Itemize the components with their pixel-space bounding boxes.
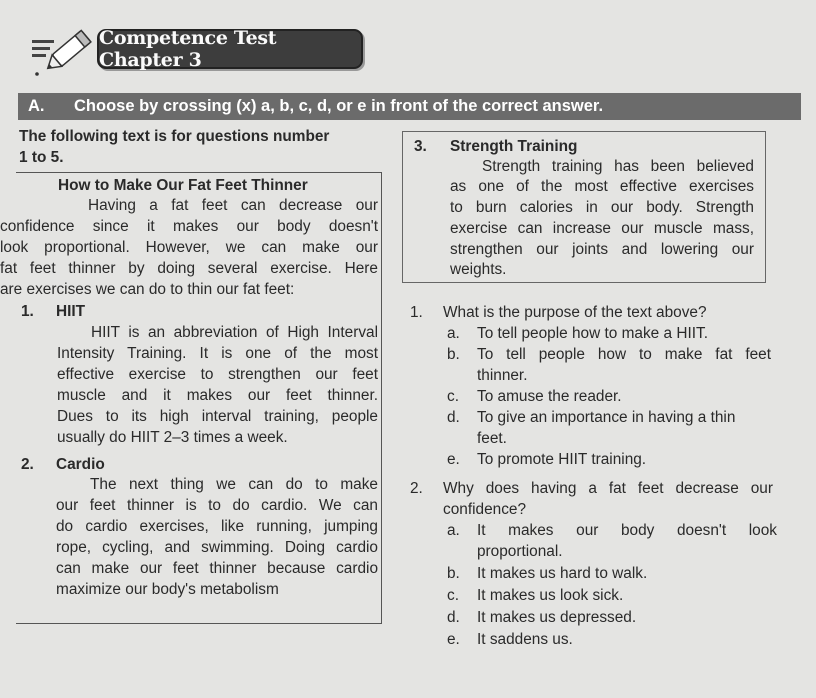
section-number: 2. <box>21 456 34 473</box>
section-line: can make our feet thinner because cardio <box>56 560 378 577</box>
option-letter[interactable]: d. <box>447 409 460 426</box>
option-letter[interactable]: c. <box>447 388 459 405</box>
section-instruction: Choose by crossing (x) a, b, c, d, or e in front of the correct answer. <box>74 97 604 115</box>
section-line: as one of the most effective exercises <box>450 178 754 195</box>
question-number: 1. <box>410 304 423 321</box>
option-text[interactable]: To amuse the reader. <box>477 388 622 405</box>
option-text[interactable]: It saddens us. <box>477 631 573 648</box>
section-line: effective exercise to strengthen our feet <box>57 366 378 383</box>
option-letter[interactable]: a. <box>447 325 460 342</box>
section-line: to burn calories in our body. Strength <box>450 199 754 216</box>
section-heading: HIIT <box>56 303 86 320</box>
option-letter[interactable]: a. <box>447 522 460 539</box>
option-letter[interactable]: e. <box>447 631 460 648</box>
option-text[interactable]: It makes us look sick. <box>477 587 624 604</box>
option-text[interactable]: feet. <box>477 430 507 447</box>
question-text: Why does having a fat feet decrease our <box>443 480 773 497</box>
section-line: do cardio exercises, like running, jumping <box>56 518 378 535</box>
section-instruction-bar <box>18 93 801 120</box>
option-letter[interactable]: e. <box>447 451 460 468</box>
option-text[interactable]: It makes us hard to walk. <box>477 565 648 582</box>
section-line: exercise can increase our muscle mass, <box>450 220 754 237</box>
article-intro-line: Having a fat feet can decrease our <box>88 197 378 214</box>
section-line: Intensity Training. It is one of the most <box>57 345 378 362</box>
option-text[interactable]: It makes us depressed. <box>477 609 637 626</box>
option-text[interactable]: To promote HIIT training. <box>477 451 647 468</box>
option-letter[interactable]: b. <box>447 346 460 363</box>
section-line: Dues to its high interval training, people <box>57 408 378 425</box>
option-letter[interactable]: d. <box>447 609 460 626</box>
chapter-title-badge <box>97 29 363 69</box>
option-text[interactable]: proportional. <box>477 543 563 560</box>
section-line: Strength training has been believed <box>482 158 754 175</box>
section-number: 3. <box>414 138 427 155</box>
question-text: confidence? <box>443 501 527 518</box>
pencil-icon <box>28 22 98 84</box>
section-line: our feet thinner is to do cardio. We can <box>56 497 378 514</box>
article-intro-line: fat feet thinner by doing several exercise. Here <box>0 260 378 277</box>
section-letter: A. <box>28 97 45 115</box>
article-intro-line: look proportional. However, we can make our <box>0 239 378 256</box>
section-line: rope, cycling, and swimming. Doing cardio <box>56 539 378 556</box>
intro-line-1: The following text is for questions number <box>19 128 330 145</box>
option-text[interactable]: To give an importance in having a thin <box>477 409 736 426</box>
option-text[interactable]: To tell people how to make fat feet <box>477 346 771 363</box>
section-line: weights. <box>450 261 507 278</box>
section-line: muscle and it makes our feet thinner. <box>57 387 378 404</box>
section-line: HIIT is an abbreviation of High Interval <box>91 324 378 341</box>
option-text[interactable]: It makes our body doesn't look <box>477 522 777 539</box>
intro-line-2: 1 to 5. <box>19 149 64 166</box>
section-line: maximize our body's metabolism <box>56 581 279 598</box>
section-line: strengthen our joints and lowering our <box>450 241 754 258</box>
chapter-title: Competence Test Chapter 3 <box>99 27 277 71</box>
option-text[interactable]: To tell people how to make a HIIT. <box>477 325 708 342</box>
question-text: What is the purpose of the text above? <box>443 304 707 321</box>
section-heading: Strength Training <box>450 138 578 155</box>
article-intro-line: are exercises we can do to thin our fat feet: <box>0 281 295 298</box>
article-title: How to Make Our Fat Feet Thinner <box>58 177 308 194</box>
option-letter[interactable]: c. <box>447 587 459 604</box>
option-letter[interactable]: b. <box>447 565 460 582</box>
section-line: The next thing we can do to make <box>90 476 378 493</box>
section-line: usually do HIIT 2–3 times a week. <box>57 429 288 446</box>
option-text[interactable]: thinner. <box>477 367 528 384</box>
section-heading: Cardio <box>56 456 105 473</box>
question-number: 2. <box>410 480 423 497</box>
section-number: 1. <box>21 303 34 320</box>
